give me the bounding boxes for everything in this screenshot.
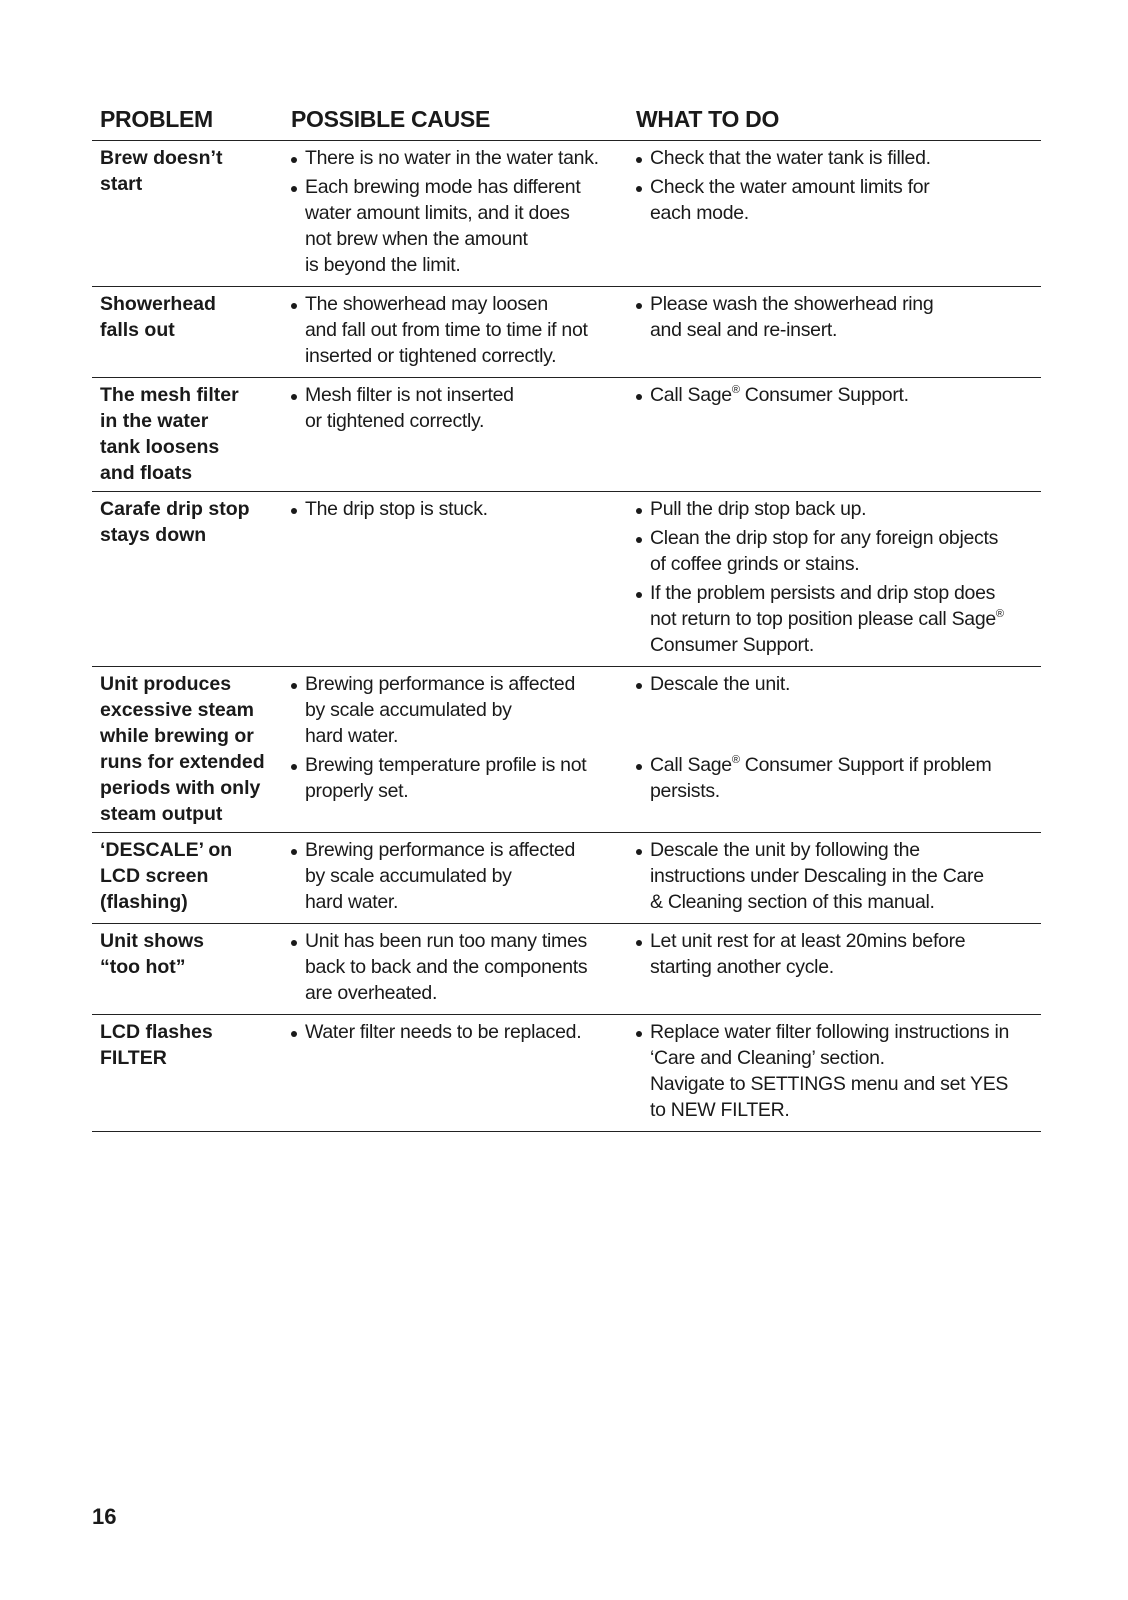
cause-item: There is no water in the water tank. — [291, 145, 626, 171]
problem-cell: ‘DESCALE’ on LCD screen (flashing) — [100, 839, 233, 913]
troubleshooting-table — [92, 98, 1041, 1132]
cause-item: The showerhead may loosen and fall out from time to time if not inserted or tightened correctly. — [291, 291, 626, 369]
todo-gap — [636, 700, 1041, 726]
todo-item: Let unit rest for at least 20mins before starting another cycle. — [636, 928, 1041, 980]
problem-cell: The mesh filter in the water tank loosens and floats — [100, 384, 239, 484]
cause-cell — [281, 496, 626, 661]
table-row — [92, 924, 1041, 1015]
table-row — [92, 1015, 1041, 1132]
table-row — [92, 667, 1041, 833]
todo-cell — [626, 382, 1041, 486]
todo-item: Call Sage® Consumer Support. — [636, 382, 1041, 408]
table-row — [92, 141, 1041, 287]
cause-item: Brewing performance is affected by scale accumulated by hard water. — [291, 837, 626, 915]
problem-cell: Brew doesn’t start — [100, 147, 223, 195]
problem-cell: Unit shows “too hot” — [100, 930, 205, 978]
todo-cell — [626, 671, 1041, 827]
todo-item: Check that the water tank is filled. — [636, 145, 1041, 171]
cause-cell — [281, 145, 626, 281]
todo-cell — [626, 291, 1041, 372]
cause-cell — [281, 837, 626, 918]
page-number: 16 — [92, 1504, 117, 1529]
table-row — [92, 833, 1041, 924]
problem-cell: Showerhead falls out — [100, 293, 216, 341]
header-possible-cause: POSSIBLE CAUSE — [291, 105, 491, 132]
todo-item: Replace water filter following instructions in ‘Care and Cleaning’ section. Navigate to SETTINGS menu and set YES to NEW FILTER. — [636, 1019, 1041, 1123]
header-what-to-do: WHAT TO DO — [636, 105, 780, 132]
todo-item: If the problem persists and drip stop does not return to top position please call Sage® Consumer Support. — [636, 580, 1041, 658]
cause-item: Mesh filter is not inserted or tightened correctly. — [291, 382, 626, 434]
problem-cell: Carafe drip stop stays down — [100, 498, 250, 546]
cause-item: Each brewing mode has different water amount limits, and it does not brew when the amount is beyond the limit. — [291, 174, 626, 278]
todo-item: Descale the unit. — [636, 671, 1041, 697]
todo-item: Please wash the showerhead ring and seal and re-insert. — [636, 291, 1041, 343]
cause-cell — [281, 671, 626, 827]
cause-item: Water filter needs to be replaced. — [291, 1019, 626, 1045]
cause-cell — [281, 1019, 626, 1126]
problem-cell: Unit produces excessive steam while brewing or runs for extended periods with only steam output — [100, 673, 265, 825]
table-row — [92, 378, 1041, 492]
todo-cell — [626, 145, 1041, 281]
todo-cell — [626, 496, 1041, 661]
cause-cell — [281, 382, 626, 486]
table-row — [92, 287, 1041, 378]
problem-cell: LCD flashes FILTER — [100, 1021, 213, 1069]
cause-cell — [281, 291, 626, 372]
todo-item: Descale the unit by following the instructions under Descaling in the Care & Cleaning section of this manual. — [636, 837, 1041, 915]
todo-item: Call Sage® Consumer Support if problem persists. — [636, 752, 1041, 804]
cause-cell — [281, 928, 626, 1009]
table-header — [92, 98, 1041, 141]
cause-item: Brewing temperature profile is not properly set. — [291, 752, 626, 804]
todo-item: Clean the drip stop for any foreign objects of coffee grinds or stains. — [636, 525, 1041, 577]
todo-cell — [626, 837, 1041, 918]
todo-item: Pull the drip stop back up. — [636, 496, 1041, 522]
cause-item: The drip stop is stuck. — [291, 496, 626, 522]
todo-cell — [626, 928, 1041, 1009]
todo-gap — [636, 726, 1041, 752]
header-problem: PROBLEM — [100, 105, 213, 132]
table-row — [92, 492, 1041, 667]
todo-cell — [626, 1019, 1041, 1126]
cause-item: Brewing performance is affected by scale accumulated by hard water. — [291, 671, 626, 749]
cause-item: Unit has been run too many times back to back and the components are overheated. — [291, 928, 626, 1006]
todo-item: Check the water amount limits for each mode. — [636, 174, 1041, 226]
